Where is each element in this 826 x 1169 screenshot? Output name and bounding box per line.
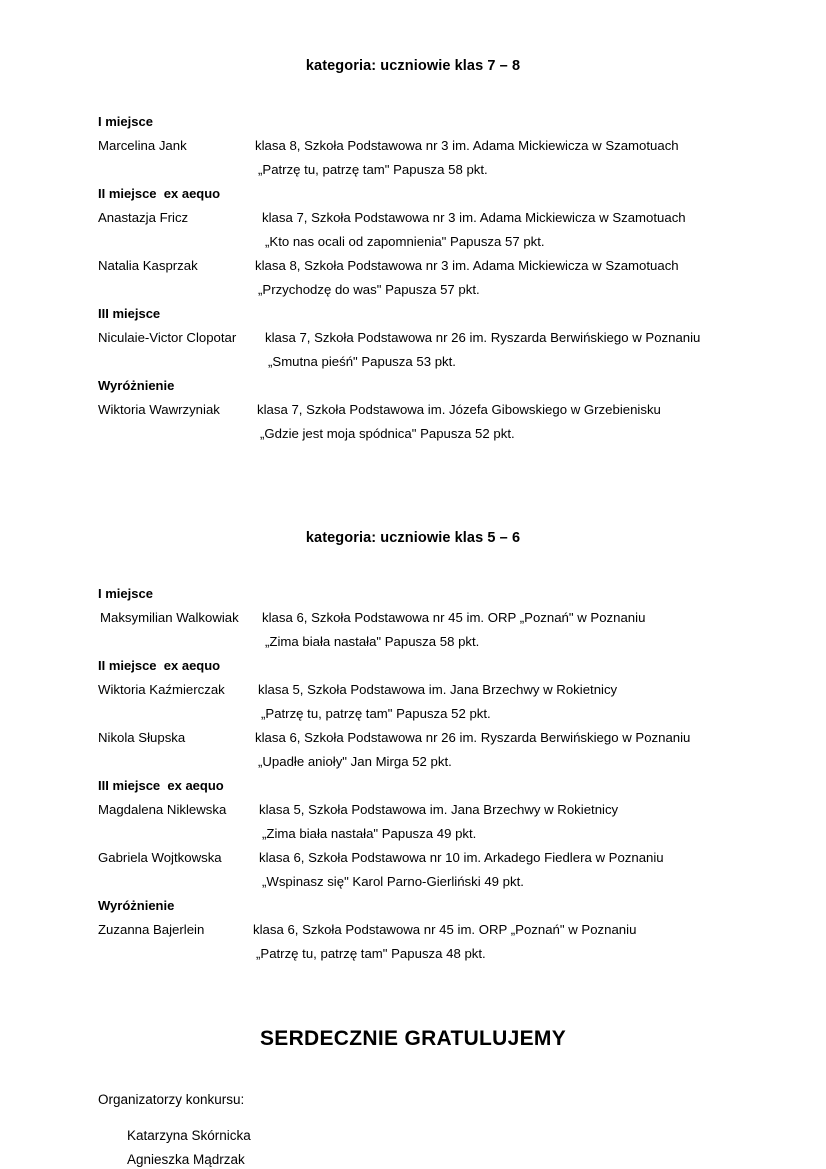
category-title: kategoria: uczniowie klas 5 – 6: [305, 530, 521, 546]
spacer: [0, 74, 826, 110]
entry-primary-line: [0, 846, 826, 870]
entry-school-detail: klasa 6, Szkoła Podstawowa nr 45 im. ORP „Poznań" w Poznaniu: [253, 922, 637, 937]
entry-work-line: [0, 350, 826, 374]
entry-name: Marcelina Jank: [98, 138, 187, 153]
place-label: Wyróżnienie: [98, 898, 175, 913]
place-block: [0, 110, 826, 182]
entry-work-and-points: „Patrzę tu, patrzę tam" Papusza 58 pkt.: [258, 162, 488, 177]
entry-school-detail: klasa 6, Szkoła Podstawowa nr 10 im. Arkadego Fiedlera w Poznaniu: [259, 850, 664, 865]
place-label: Wyróżnienie: [98, 378, 175, 393]
entry-primary-line: [0, 134, 826, 158]
entry-work-and-points: „Smutna pieśń" Papusza 53 pkt.: [268, 354, 456, 369]
entry-name: Zuzanna Bajerlein: [98, 922, 205, 937]
entry-work-and-points: „Kto nas ocali od zapomnienia" Papusza 57 pkt.: [265, 234, 545, 249]
place-block: [0, 654, 826, 774]
place-block: [0, 894, 826, 966]
entry-primary-line: [0, 798, 826, 822]
footer-spacer: [0, 1052, 826, 1088]
entry-work-line: [0, 158, 826, 182]
entry-name: Magdalena Niklewska: [98, 802, 227, 817]
entry-work-line: [0, 702, 826, 726]
entry-work-line: [0, 942, 826, 966]
section-spacer: [0, 446, 826, 506]
entry-work-line: [0, 422, 826, 446]
entry-school-detail: klasa 7, Szkoła Podstawowa nr 3 im. Adama Mickiewicza w Szamotuach: [262, 210, 686, 225]
entry-work-and-points: „Gdzie jest moja spódnica" Papusza 52 pkt.: [260, 426, 515, 441]
place-label: II miejsce ex aequo: [98, 186, 221, 201]
entry-primary-line: [0, 918, 826, 942]
category-title: kategoria: uczniowie klas 7 – 8: [305, 58, 521, 74]
section-spacer: [0, 506, 826, 530]
entry-school-detail: klasa 6, Szkoła Podstawowa nr 26 im. Ryszarda Berwińskiego w Poznaniu: [255, 730, 691, 745]
entry-primary-line: [0, 606, 826, 630]
entry-school-detail: klasa 8, Szkoła Podstawowa nr 3 im. Adama Mickiewicza w Szamotuach: [255, 258, 679, 273]
spacer: [0, 546, 826, 582]
place-block: [0, 374, 826, 446]
entry-name: Anastazja Fricz: [98, 210, 189, 225]
place-label: I miejsce: [98, 114, 153, 129]
entry-school-detail: klasa 5, Szkoła Podstawowa im. Jana Brzechwy w Rokietnicy: [259, 802, 619, 817]
footer-spacer: [0, 966, 826, 1026]
entry-work-line: [0, 278, 826, 302]
entry-work-and-points: „Patrzę tu, patrzę tam" Papusza 48 pkt.: [256, 946, 486, 961]
entry-primary-line: [0, 678, 826, 702]
entry-primary-line: [0, 726, 826, 750]
place-label: III miejsce: [98, 306, 161, 321]
entry-name: Gabriela Wojtkowska: [98, 850, 222, 865]
entry-name: Nikola Słupska: [98, 730, 186, 745]
entry-name: Maksymilian Walkowiak: [100, 610, 239, 625]
place-block: [0, 182, 826, 302]
footer-spacer: [0, 1112, 826, 1124]
entry-work-and-points: „Zima biała nastała" Papusza 49 pkt.: [262, 826, 477, 841]
organizer-name: Agnieszka Mądrzak: [127, 1152, 245, 1167]
place-label: II miejsce ex aequo: [98, 658, 221, 673]
entry-work-line: [0, 750, 826, 774]
entry-school-detail: klasa 5, Szkoła Podstawowa im. Jana Brzechwy w Rokietnicy: [258, 682, 618, 697]
entry-primary-line: [0, 326, 826, 350]
entry-primary-line: [0, 206, 826, 230]
place-block: [0, 774, 826, 894]
congratulations-heading: SERDECZNIE GRATULUJEMY: [259, 1027, 567, 1050]
entry-name: Natalia Kasprzak: [98, 258, 198, 273]
entry-work-line: [0, 870, 826, 894]
place-label: I miejsce: [98, 586, 153, 601]
entry-name: Wiktoria Wawrzyniak: [98, 402, 220, 417]
entry-school-detail: klasa 7, Szkoła Podstawowa nr 26 im. Ryszarda Berwińskiego w Poznaniu: [265, 330, 701, 345]
entry-work-and-points: „Przychodzę do was" Papusza 57 pkt.: [258, 282, 480, 297]
entry-work-and-points: „Patrzę tu, patrzę tam" Papusza 52 pkt.: [261, 706, 491, 721]
place-label: III miejsce ex aequo: [98, 778, 224, 793]
entry-work-and-points: „Upadłe anioły" Jan Mirga 52 pkt.: [258, 754, 452, 769]
entry-work-line: [0, 822, 826, 846]
organizers-label: Organizatorzy konkursu:: [98, 1092, 245, 1107]
entry-primary-line: [0, 398, 826, 422]
entry-school-detail: klasa 6, Szkoła Podstawowa nr 45 im. ORP „Poznań" w Poznaniu: [262, 610, 646, 625]
entry-name: Niculaie-Victor Clopotar: [98, 330, 237, 345]
entry-work-and-points: „Wspinasz się" Karol Parno-Gierliński 49 pkt.: [262, 874, 524, 889]
place-block: [0, 302, 826, 374]
entry-primary-line: [0, 254, 826, 278]
entry-school-detail: klasa 7, Szkoła Podstawowa im. Józefa Gibowskiego w Grzebienisku: [257, 402, 661, 417]
entry-name: Wiktoria Kaźmierczak: [98, 682, 225, 697]
organizer-name: Katarzyna Skórnicka: [127, 1128, 251, 1143]
entry-school-detail: klasa 8, Szkoła Podstawowa nr 3 im. Adama Mickiewicza w Szamotuach: [255, 138, 679, 153]
place-block: [0, 582, 826, 654]
entry-work-line: [0, 230, 826, 254]
entry-work-and-points: „Zima biała nastała" Papusza 58 pkt.: [265, 634, 480, 649]
entry-work-line: [0, 630, 826, 654]
